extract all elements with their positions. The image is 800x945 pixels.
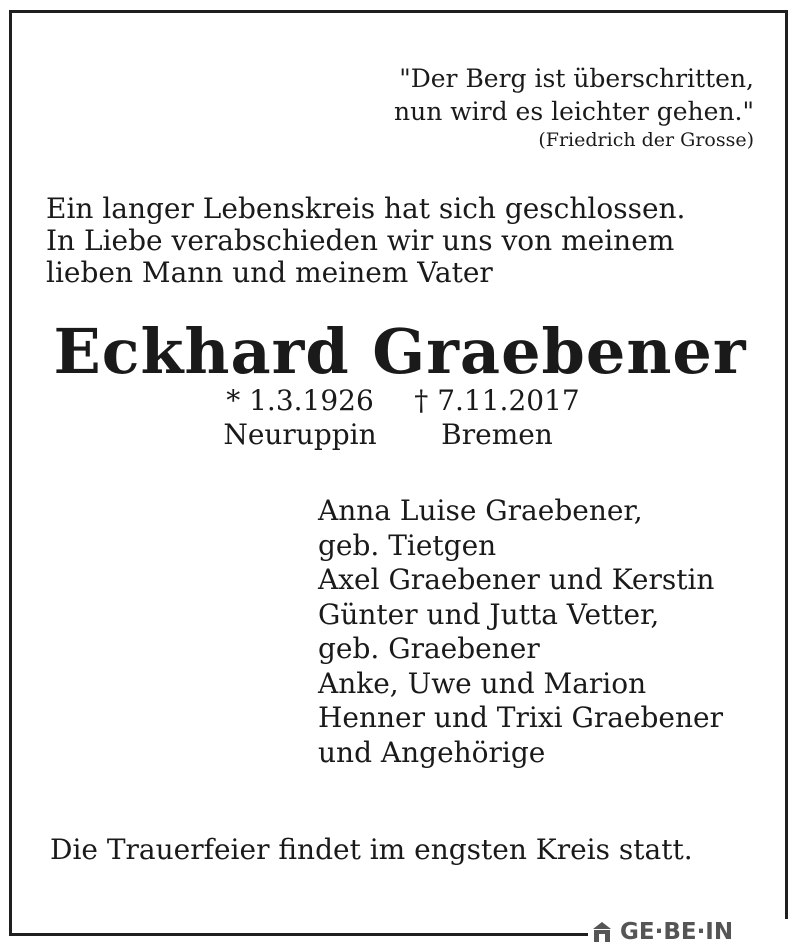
birth-info: [212, 384, 388, 452]
mourner-line: und Angehörige: [318, 735, 546, 769]
mourner-line: Axel Graebener und Kerstin: [318, 563, 715, 596]
intro-line: lieben Mann und meinem Vater: [46, 256, 493, 289]
death-date: † 7.11.2017: [414, 384, 580, 417]
mourner-line: geb. Tietgen: [318, 528, 497, 562]
deceased-name: Eckhard Graebener: [53, 315, 747, 388]
death-info: [404, 384, 590, 452]
mourner-line: geb. Graebener: [318, 632, 540, 665]
intro-text: [46, 193, 685, 289]
funeral-note: Die Trauerfeier findet im engsten Kreis statt.: [50, 833, 693, 866]
mourner-line: Günter und Jutta Vetter,: [318, 597, 660, 631]
birth-date: * 1.3.1926: [226, 384, 374, 417]
mourner-line: Anna Luise Graebener,: [318, 494, 643, 527]
mourner-line: Henner und Trixi Graebener: [318, 701, 723, 734]
quote-line: nun wird es leichter gehen.": [394, 97, 754, 126]
birth-place: Neuruppin: [223, 418, 377, 451]
quote-author: (Friedrich der Grosse): [538, 129, 754, 151]
building-icon: [592, 921, 612, 943]
intro-line: Ein langer Lebenskreis hat sich geschlossen.: [46, 192, 686, 225]
intro-line: In Liebe verabschieden wir uns von meinem: [46, 224, 675, 257]
mourner-line: Anke, Uwe und Marion: [318, 666, 647, 700]
publisher-logo: [588, 919, 800, 945]
logo-text: GE·BE·IN: [620, 919, 734, 945]
death-place: Bremen: [441, 418, 553, 451]
mourners-list: [318, 494, 723, 770]
quote: [394, 62, 754, 152]
quote-line: "Der Berg ist überschritten,: [399, 64, 754, 93]
